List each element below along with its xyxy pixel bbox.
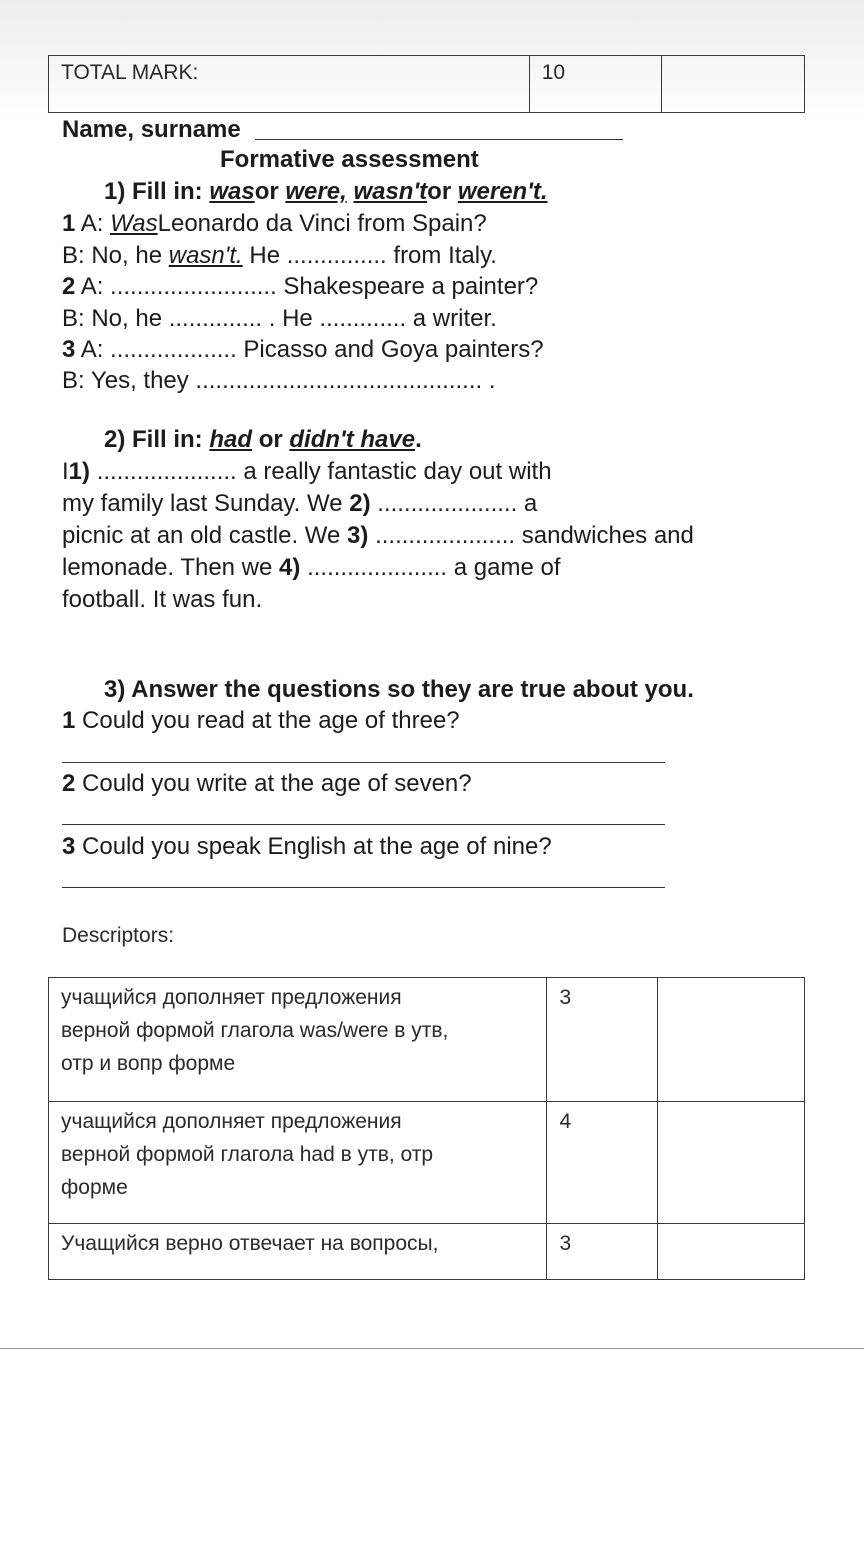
ex2-gap-4-number: 4)	[279, 554, 301, 581]
ex2-instruction	[104, 426, 422, 454]
ex2-line-4	[62, 554, 561, 582]
ex1-line-1	[62, 210, 487, 238]
name-surname-field[interactable]	[255, 139, 623, 140]
descriptor-row	[49, 1102, 805, 1224]
ex3-answer-3-line[interactable]	[62, 887, 665, 888]
ex3-question-3-text: Could you speak English at the age of nine?	[82, 833, 552, 860]
ex2-instruction-prefix: Fill in:	[132, 426, 203, 453]
ex2-number: 2)	[104, 426, 126, 453]
ex2-or: or	[258, 426, 283, 453]
descriptor-text-cell	[49, 1224, 547, 1280]
descriptor-row	[49, 1224, 805, 1280]
ex1-or-1: or	[254, 178, 279, 205]
ex2-word-didnt-have: didn't have	[289, 426, 416, 453]
ex1-instruction	[104, 178, 548, 206]
descriptor-text-cell	[49, 1102, 547, 1224]
descriptor-2-mark-cell[interactable]	[657, 1102, 804, 1224]
ex3-instruction: 3) Answer the questions so they are true about you.	[104, 676, 694, 703]
descriptor-2-text-line-1: учащийся дополняет предложения	[61, 1110, 402, 1133]
ex1-instruction-prefix: Fill in:	[132, 178, 203, 205]
descriptor-1-text-line-2: верной формой глагола was/were в утв,	[61, 1019, 449, 1042]
ex1-item-2-text: A: ......................... Shakespeare a painter?	[80, 273, 539, 300]
ex3-question-2	[62, 770, 472, 798]
ex1-item-3-number: 3	[62, 336, 76, 363]
descriptor-1-text-line-1: учащийся дополняет предложения	[61, 986, 402, 1009]
ex1-or-2: or	[427, 178, 452, 205]
ex1-line-2-example: wasn't.	[168, 242, 243, 269]
ex2-line-1	[62, 458, 552, 486]
ex3-answer-1-line[interactable]	[62, 762, 665, 763]
total-mark-label: TOTAL MARK:	[49, 56, 530, 113]
ex3-question-1-number: 1	[62, 707, 76, 734]
ex2-line-5: football. It was fun.	[62, 586, 263, 613]
descriptors-label: Descriptors:	[62, 924, 175, 947]
descriptor-1-score: 3	[547, 978, 657, 1102]
ex2-line-2	[62, 490, 537, 518]
ex2-line-2-text: ..................... a	[377, 490, 538, 517]
descriptor-text-cell	[49, 978, 547, 1102]
ex1-item-1-example: Was	[110, 210, 158, 237]
descriptor-1-text-line-3: отр и вопр форме	[61, 1052, 236, 1075]
total-mark-score-cell[interactable]	[662, 56, 805, 113]
ex2-line-3	[62, 522, 694, 550]
ex2-line-1-start: I	[62, 458, 69, 485]
ex2-line-1-text: ..................... a really fantastic day out with	[96, 458, 552, 485]
ex1-line-2	[62, 242, 497, 270]
total-mark-table	[48, 55, 805, 113]
ex1-word-was: was	[209, 178, 255, 205]
ex3-answer-2-line[interactable]	[62, 824, 665, 825]
descriptor-row	[49, 978, 805, 1102]
ex2-line-2-start: my family last Sunday. We	[62, 490, 343, 517]
ex1-line-2-prefix: B: No, he	[62, 242, 163, 269]
ex1-number: 1)	[104, 178, 126, 205]
ex1-line-5	[62, 336, 544, 364]
total-mark-value: 10	[529, 56, 662, 113]
ex1-word-were: were,	[285, 178, 347, 205]
ex1-item-1-a: A:	[80, 210, 104, 237]
ex1-word-werent: weren't.	[457, 178, 548, 205]
ex3-question-2-text: Could you write at the age of seven?	[82, 770, 472, 797]
ex2-gap-1-number: 1)	[68, 458, 91, 485]
ex1-item-1-number: 1	[62, 210, 76, 237]
ex3-question-2-number: 2	[62, 770, 76, 797]
ex2-line-4-text: ..................... a game of	[307, 554, 561, 581]
ex2-word-had: had	[209, 426, 253, 453]
descriptor-1-mark-cell[interactable]	[657, 978, 804, 1102]
ex1-line-3	[62, 273, 538, 301]
ex1-item-2-number: 2	[62, 273, 76, 300]
name-surname-label: Name, surname	[62, 116, 241, 143]
ex3-question-1-text: Could you read at the age of three?	[82, 707, 460, 734]
ex2-gap-2-number: 2)	[349, 490, 371, 517]
ex1-item-3-text: A: ................... Picasso and Goya painters?	[80, 336, 544, 363]
descriptor-2-text-line-2: верной формой глагола had в утв, отр	[61, 1143, 434, 1166]
ex2-gap-3-number: 3)	[347, 522, 369, 549]
page-bottom-divider	[0, 1348, 864, 1349]
descriptor-3-score: 3	[547, 1224, 657, 1280]
ex3-question-1	[62, 707, 460, 735]
ex2-line-3-start: picnic at an old castle. We	[62, 522, 341, 549]
page-title: Formative assessment	[220, 146, 479, 173]
ex1-word-wasnt: wasn't	[353, 178, 428, 205]
ex2-line-3-text: ..................... sandwiches and	[375, 522, 694, 549]
descriptor-3-mark-cell[interactable]	[657, 1224, 804, 1280]
ex3-question-3-number: 3	[62, 833, 76, 860]
descriptor-2-text-line-3: форме	[61, 1176, 128, 1199]
ex2-period: .	[415, 426, 422, 453]
ex1-line-2-text: He ............... from Italy.	[249, 242, 497, 269]
ex1-line-6: B: Yes, they ........................................... .	[62, 367, 496, 394]
ex1-item-1-text: Leonardo da Vinci from Spain?	[157, 210, 487, 237]
descriptor-2-score: 4	[547, 1102, 657, 1224]
ex2-line-4-start: lemonade. Then we	[62, 554, 273, 581]
ex3-question-3	[62, 833, 552, 861]
descriptors-table	[48, 977, 805, 1280]
descriptor-3-text-line-1: Учащийся верно отвечает на вопросы,	[61, 1232, 439, 1255]
ex1-line-4: B: No, he .............. . He ............. a writer.	[62, 305, 497, 332]
